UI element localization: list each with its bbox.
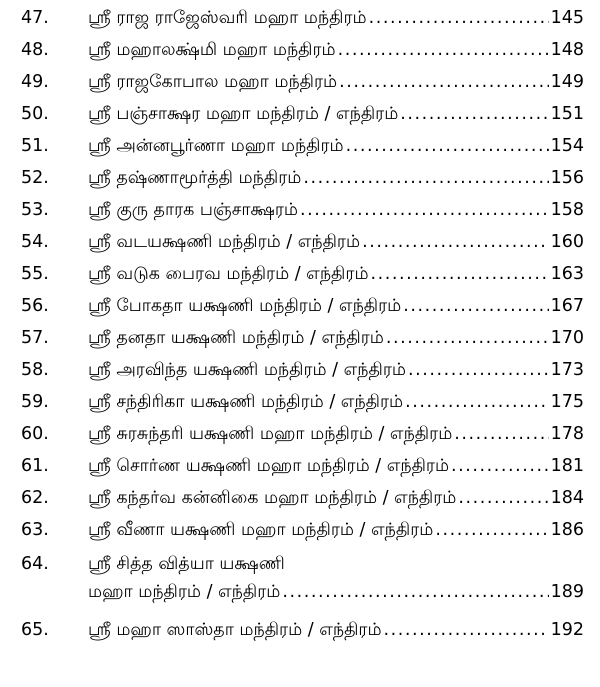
entry-number: 53.	[21, 200, 49, 220]
entry-title: ஸ்ரீ சந்திரிகா யக்ஷணி மந்திரம் / எந்திரம்	[88, 392, 404, 412]
page-number: 160	[550, 232, 584, 252]
page-number: 154	[550, 136, 584, 156]
toc-entry	[0, 548, 600, 612]
dot-leader	[386, 328, 549, 348]
toc-entry	[0, 386, 600, 418]
page-number: 158	[550, 200, 584, 220]
entry-number: 62.	[21, 488, 49, 508]
dot-leader	[454, 424, 548, 444]
toc-entry	[0, 614, 600, 646]
entry-number: 51.	[21, 136, 49, 156]
entry-title: ஸ்ரீ போகதா யக்ஷணி மந்திரம் / எந்திரம்	[88, 296, 402, 316]
entry-title: ஸ்ரீ மஹா ஸாஸ்தா மந்திரம் / எந்திரம்	[88, 620, 382, 640]
entry-number: 57.	[21, 328, 49, 348]
page-number: 173	[550, 360, 584, 380]
dot-leader	[371, 264, 549, 284]
toc-entry	[0, 2, 600, 34]
entry-title: ஸ்ரீ சித்த வித்யா யக்ஷணி	[88, 554, 285, 574]
dot-leader	[282, 582, 548, 602]
dot-leader	[346, 136, 549, 156]
page-number: 178	[550, 424, 584, 444]
toc-entry	[0, 258, 600, 290]
page-number: 184	[550, 488, 584, 508]
entry-title: ஸ்ரீ மஹாலக்ஷ்மி மஹா மந்திரம்	[88, 40, 336, 60]
entry-number: 49.	[21, 72, 49, 92]
dot-leader	[400, 104, 548, 124]
dot-leader	[300, 200, 549, 220]
toc-entry	[0, 418, 600, 450]
dot-leader	[338, 40, 549, 60]
entry-title: ஸ்ரீ வீணா யக்ஷணி மஹா மந்திரம் / எந்திரம்	[88, 520, 434, 540]
page-number: 163	[550, 264, 584, 284]
page-number: 192	[550, 620, 584, 640]
toc-entry	[0, 66, 600, 98]
entry-number: 52.	[21, 168, 49, 188]
entry-title: ஸ்ரீ வடயக்ஷணி மந்திரம் / எந்திரம்	[88, 232, 361, 252]
dot-leader	[458, 488, 548, 508]
entry-number: 60.	[21, 424, 49, 444]
toc-entry	[0, 354, 600, 386]
page-number: 145	[550, 8, 584, 28]
page-number: 170	[550, 328, 584, 348]
toc-entry	[0, 450, 600, 482]
entry-title: ஸ்ரீ தஷ்ணாமூர்த்தி மந்திரம்	[88, 168, 302, 188]
dot-leader	[303, 168, 548, 188]
entry-number: 61.	[21, 456, 49, 476]
entry-title: ஸ்ரீ அன்னபூர்ணா மஹா மந்திரம்	[88, 136, 344, 156]
toc-entry	[0, 34, 600, 66]
entry-title: ஸ்ரீ ராஜ ராஜேஸ்வரி மஹா மந்திரம்	[88, 8, 367, 28]
entry-number: 65.	[21, 620, 49, 640]
entry-title: ஸ்ரீ ராஜகோபால மஹா மந்திரம்	[88, 72, 338, 92]
page-number: 189	[550, 582, 584, 602]
toc-entry	[0, 482, 600, 514]
entry-title: ஸ்ரீ குரு தாரக பஞ்சாக்ஷரம்	[88, 200, 298, 220]
toc-entry	[0, 162, 600, 194]
dot-leader	[403, 296, 548, 316]
entry-number: 48.	[21, 40, 49, 60]
entry-number: 54.	[21, 232, 49, 252]
dot-leader	[435, 520, 548, 540]
dot-leader	[451, 456, 549, 476]
dot-leader	[384, 620, 549, 640]
toc-entry	[0, 194, 600, 226]
toc-entry	[0, 322, 600, 354]
page-number: 167	[550, 296, 584, 316]
toc-entry	[0, 130, 600, 162]
page-number: 186	[550, 520, 584, 540]
entry-title: ஸ்ரீ கந்தர்வ கன்னிகை மஹா மந்திரம் / எந்திரம்	[88, 488, 457, 508]
entry-title: ஸ்ரீ சொர்ண யக்ஷணி மஹா மந்திரம் / எந்திரம்	[88, 456, 450, 476]
toc-entry	[0, 290, 600, 322]
entry-title: ஸ்ரீ அரவிந்த யக்ஷணி மந்திரம் / எந்திரம்	[88, 360, 406, 380]
entry-title: ஸ்ரீ சுரசுந்தரி யக்ஷணி மஹா மந்திரம் / எந்திரம்	[88, 424, 453, 444]
page-number: 151	[550, 104, 584, 124]
dot-leader	[408, 360, 549, 380]
entry-number: 47.	[21, 8, 49, 28]
entry-title: ஸ்ரீ பஞ்சாக்ஷர மஹா மந்திரம் / எந்திரம்	[88, 104, 399, 124]
entry-number: 59.	[21, 392, 49, 412]
dot-leader	[405, 392, 548, 412]
page-number: 181	[550, 456, 584, 476]
toc-entry	[0, 514, 600, 546]
page-number: 175	[550, 392, 584, 412]
entry-title-continuation: மஹா மந்திரம் / எந்திரம்	[88, 582, 281, 602]
entry-number: 55.	[21, 264, 49, 284]
page-number: 149	[550, 72, 584, 92]
dot-leader	[362, 232, 549, 252]
entry-title: ஸ்ரீ வடுக பைரவ மந்திரம் / எந்திரம்	[88, 264, 369, 284]
toc-entry	[0, 226, 600, 258]
entry-number: 64.	[21, 554, 49, 574]
dot-leader	[369, 8, 549, 28]
entry-title: ஸ்ரீ தனதா யக்ஷணி மந்திரம் / எந்திரம்	[88, 328, 384, 348]
entry-number: 63.	[21, 520, 49, 540]
page-number: 148	[550, 40, 584, 60]
toc-entry	[0, 98, 600, 130]
page-number: 156	[550, 168, 584, 188]
dot-leader	[339, 72, 548, 92]
entry-number: 56.	[21, 296, 49, 316]
entry-number: 58.	[21, 360, 49, 380]
entry-number: 50.	[21, 104, 49, 124]
